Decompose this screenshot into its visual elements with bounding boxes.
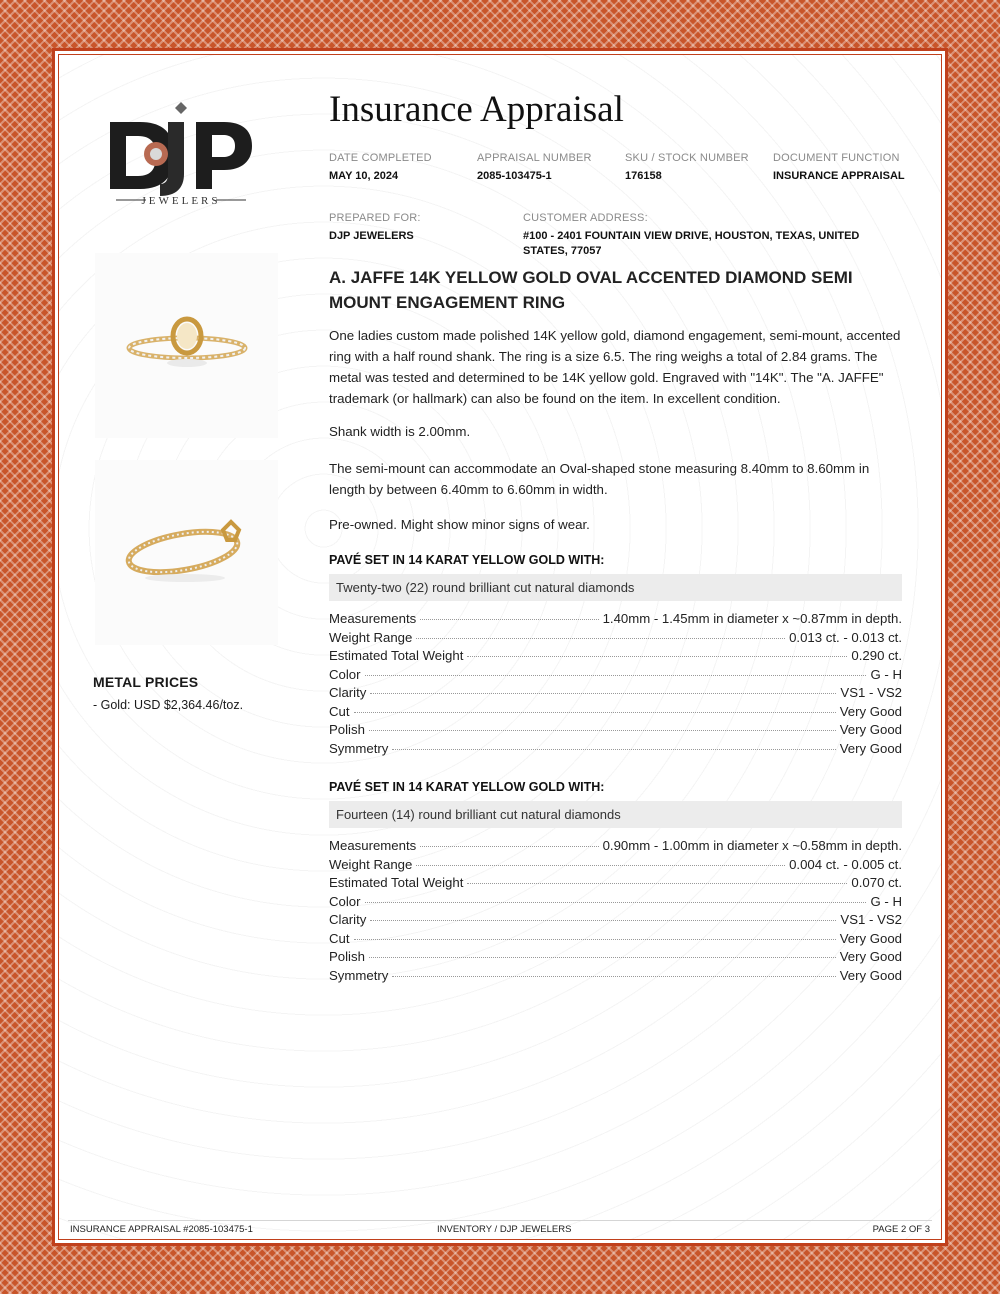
spec-value: 1.40mm - 1.45mm in diameter x ~0.87mm in depth. bbox=[602, 611, 902, 626]
leader-dots bbox=[365, 902, 867, 903]
customer-address-label: CUSTOMER ADDRESS: bbox=[523, 212, 648, 224]
leader-dots bbox=[467, 883, 847, 884]
leader-dots bbox=[467, 656, 847, 657]
spec-value: VS1 - VS2 bbox=[840, 912, 902, 927]
metal-prices-heading: METAL PRICES bbox=[93, 674, 199, 690]
spec-value: VS1 - VS2 bbox=[840, 685, 902, 700]
meta-value: 176158 bbox=[625, 170, 662, 182]
spec-key: Cut bbox=[329, 930, 350, 946]
ring-photo-side bbox=[95, 460, 278, 645]
condition-note: Pre-owned. Might show minor signs of wear. bbox=[329, 517, 590, 532]
spec-row bbox=[329, 685, 902, 704]
footer-divider bbox=[68, 1220, 932, 1221]
spec-key: Estimated Total Weight bbox=[329, 875, 464, 890]
spec-value: Very Good bbox=[839, 703, 902, 719]
shank-width: Shank width is 2.00mm. bbox=[329, 424, 471, 439]
leader-dots bbox=[370, 693, 836, 694]
customer-address-value: #100 - 2401 FOUNTAIN VIEW DRIVE, HOUSTON, TEXAS, UNITED STATES, 77057 bbox=[523, 230, 860, 257]
page-title: Insurance Appraisal bbox=[329, 89, 624, 130]
spec-row bbox=[329, 857, 902, 876]
item-description: One ladies custom made polished 14K yellow gold, diamond engagement, semi-mount, accented ring with a half round shank. The ring is a size 6.5. The ring weighs a total of 2.84 grams. The metal was tested and determined to be 14K yellow gold. Engraved with "14K". The "A. JAFFE" trademark (or hallmark) can also be found on the item. In excellent condition. bbox=[329, 328, 901, 406]
leader-dots bbox=[369, 957, 836, 958]
spec-value: 0.013 ct. - 0.013 ct. bbox=[789, 629, 902, 645]
ring-photo-front bbox=[95, 253, 278, 438]
meta-label: DATE COMPLETED bbox=[329, 152, 432, 164]
leader-dots bbox=[392, 976, 835, 977]
spec-row bbox=[329, 838, 902, 857]
leader-dots bbox=[369, 730, 836, 731]
leader-dots bbox=[354, 939, 836, 940]
meta-value: MAY 10, 2024 bbox=[329, 170, 399, 182]
meta-value: 2085-103475-1 bbox=[477, 170, 552, 182]
spec-key: Color bbox=[329, 893, 361, 909]
spec-value: Very Good bbox=[839, 967, 902, 983]
spec-key: Cut bbox=[329, 703, 350, 719]
spec-value: 0.070 ct. bbox=[851, 875, 902, 890]
spec-row bbox=[329, 667, 902, 686]
prepared-for-value: DJP JEWELERS bbox=[329, 230, 414, 242]
item-heading: A. JAFFE 14K YELLOW GOLD OVAL ACCENTED DIAMOND SEMI MOUNT ENGAGEMENT RING bbox=[329, 268, 853, 312]
logo-wordmark: JEWELERS bbox=[141, 195, 221, 207]
section-heading: PAVÉ SET IN 14 KARAT YELLOW GOLD WITH: bbox=[329, 780, 605, 794]
spec-row bbox=[329, 949, 902, 968]
spec-row bbox=[329, 704, 902, 723]
spec-value: Very Good bbox=[839, 740, 902, 756]
spec-key: Clarity bbox=[329, 912, 367, 927]
leader-dots bbox=[392, 749, 835, 750]
spec-key: Estimated Total Weight bbox=[329, 648, 464, 663]
spec-row bbox=[329, 648, 902, 667]
leader-dots bbox=[416, 865, 785, 866]
spec-key: Measurements bbox=[329, 611, 417, 626]
spec-key: Color bbox=[329, 666, 361, 682]
leader-dots bbox=[354, 712, 836, 713]
leader-dots bbox=[365, 675, 867, 676]
meta-value: INSURANCE APPRAISAL bbox=[773, 170, 905, 182]
spec-key: Polish bbox=[329, 722, 365, 737]
spec-key: Weight Range bbox=[329, 629, 413, 645]
spec-value: Very Good bbox=[839, 722, 902, 737]
spec-row bbox=[329, 630, 902, 649]
djp-logo bbox=[106, 100, 256, 210]
prepared-for bbox=[329, 212, 421, 242]
meta-label: APPRAISAL NUMBER bbox=[477, 152, 592, 164]
gold-price: - Gold: USD $2,364.46/toz. bbox=[93, 698, 244, 712]
spec-value: Very Good bbox=[839, 930, 902, 946]
meta-sku bbox=[625, 152, 749, 182]
meta-document-function bbox=[773, 152, 905, 182]
meta-label: DOCUMENT FUNCTION bbox=[773, 152, 900, 164]
footer-page-number: PAGE 2 OF 3 bbox=[872, 1224, 930, 1235]
semi-mount-note: The semi-mount can accommodate an Oval-shaped stone measuring 8.40mm to 8.60mm in length by between 6.40mm to 6.60mm in width. bbox=[329, 461, 870, 497]
metal-prices bbox=[93, 674, 283, 712]
spec-row bbox=[329, 875, 902, 894]
spec-value: 0.90mm - 1.00mm in diameter x ~0.58mm in depth. bbox=[602, 838, 902, 853]
spec-value: 0.004 ct. - 0.005 ct. bbox=[789, 856, 902, 872]
footer-left: INSURANCE APPRAISAL #2085-103475-1 bbox=[70, 1224, 253, 1235]
spec-row bbox=[329, 894, 902, 913]
spec-value: G - H bbox=[870, 666, 902, 682]
leader-dots bbox=[420, 846, 598, 847]
section-heading: PAVÉ SET IN 14 KARAT YELLOW GOLD WITH: bbox=[329, 553, 605, 567]
prepared-for-label: PREPARED FOR: bbox=[329, 212, 421, 224]
spec-key: Weight Range bbox=[329, 856, 413, 872]
meta-date bbox=[329, 152, 432, 182]
spec-row bbox=[329, 722, 902, 741]
spec-value: 0.290 ct. bbox=[851, 648, 902, 663]
spec-table bbox=[329, 838, 902, 986]
leader-dots bbox=[420, 619, 598, 620]
spec-row bbox=[329, 968, 902, 987]
leader-dots bbox=[416, 638, 785, 639]
spec-key: Clarity bbox=[329, 685, 367, 700]
leader-dots bbox=[370, 920, 836, 921]
stone-description: Twenty-two (22) round brilliant cut natural diamonds bbox=[329, 574, 902, 601]
stone-description: Fourteen (14) round brilliant cut natural diamonds bbox=[329, 801, 902, 828]
spec-key: Symmetry bbox=[329, 740, 389, 756]
meta-appraisal-number bbox=[477, 152, 592, 182]
spec-key: Measurements bbox=[329, 838, 417, 853]
footer-center: INVENTORY / DJP JEWELERS bbox=[437, 1224, 572, 1235]
spec-row bbox=[329, 912, 902, 931]
spec-table bbox=[329, 611, 902, 759]
spec-key: Polish bbox=[329, 949, 365, 964]
customer-address bbox=[523, 212, 893, 259]
spec-value: Very Good bbox=[839, 949, 902, 964]
spec-row bbox=[329, 611, 902, 630]
spec-row bbox=[329, 741, 902, 760]
spec-row bbox=[329, 931, 902, 950]
spec-value: G - H bbox=[870, 893, 902, 909]
meta-label: SKU / STOCK NUMBER bbox=[625, 152, 749, 164]
spec-key: Symmetry bbox=[329, 967, 389, 983]
